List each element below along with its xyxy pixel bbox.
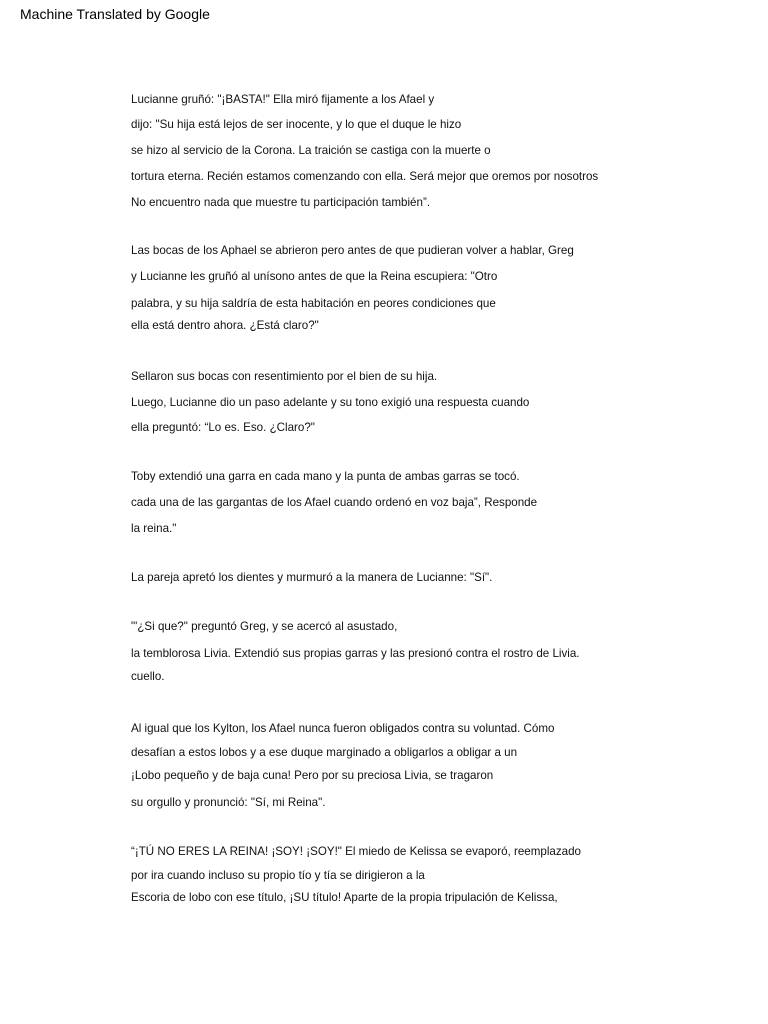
text-line: palabra, y su hija saldría de esta habitación en peores condiciones que [131, 297, 496, 310]
text-line: desafían a estos lobos y a ese duque marginado a obligarlos a obligar a un [131, 746, 518, 759]
text-line: “¡TÚ NO ERES LA REINA! ¡SOY! ¡SOY!" El miedo de Kelissa se evaporó, reemplazado [131, 845, 581, 858]
text-line: y Lucianne les gruñó al unísono antes de que la Reina escupiera: "Otro [131, 270, 498, 283]
text-line: la temblorosa Livia. Extendió sus propias garras y las presionó contra el rostro de Livia. [131, 647, 580, 660]
text-line: por ira cuando incluso su propio tío y tía se dirigieron a la [131, 869, 425, 882]
text-line: Escoria de lobo con ese título, ¡SU título! Aparte de la propia tripulación de Kelissa, [131, 891, 558, 904]
text-line: Toby extendió una garra en cada mano y la punta de ambas garras se tocó. [131, 470, 520, 483]
text-line: su orgullo y pronunció: "Sí, mi Reina". [131, 796, 326, 809]
text-line: cuello. [131, 670, 165, 683]
text-line: ¡Lobo pequeño y de baja cuna! Pero por su preciosa Livia, se tragaron [131, 769, 494, 782]
text-line: Luego, Lucianne dio un paso adelante y su tono exigió una respuesta cuando [131, 396, 530, 409]
text-line: La pareja apretó los dientes y murmuró a la manera de Lucianne: "Sí". [131, 571, 493, 584]
text-line: "'¿Si que?" preguntó Greg, y se acercó al asustado, [131, 620, 398, 633]
text-line: tortura eterna. Recién estamos comenzando con ella. Será mejor que oremos por nosotros [131, 170, 599, 183]
text-line: se hizo al servicio de la Corona. La traición se castiga con la muerte o [131, 144, 491, 157]
text-line: No encuentro nada que muestre tu participación también”. [131, 196, 431, 209]
text-line: Lucianne gruñó: "¡BASTA!" Ella miró fijamente a los Afael y [131, 93, 435, 106]
text-line: la reina." [131, 522, 177, 535]
text-line: cada una de las gargantas de los Afael cuando ordenó en voz baja”, Responde [131, 496, 538, 509]
text-line: ella está dentro ahora. ¿Está claro?" [131, 319, 319, 332]
text-line: ella preguntó: “Lo es. Eso. ¿Claro?" [131, 421, 315, 434]
text-line: Al igual que los Kylton, los Afael nunca fueron obligados contra su voluntad. Cómo [131, 722, 555, 735]
machine-translation-watermark: Machine Translated by Google [20, 6, 210, 22]
text-line: dijo: "Su hija está lejos de ser inocente, y lo que el duque le hizo [131, 118, 462, 131]
text-line: Sellaron sus bocas con resentimiento por el bien de su hija. [131, 370, 438, 383]
text-line: Las bocas de los Aphael se abrieron pero antes de que pudieran volver a hablar, Greg [131, 244, 574, 257]
